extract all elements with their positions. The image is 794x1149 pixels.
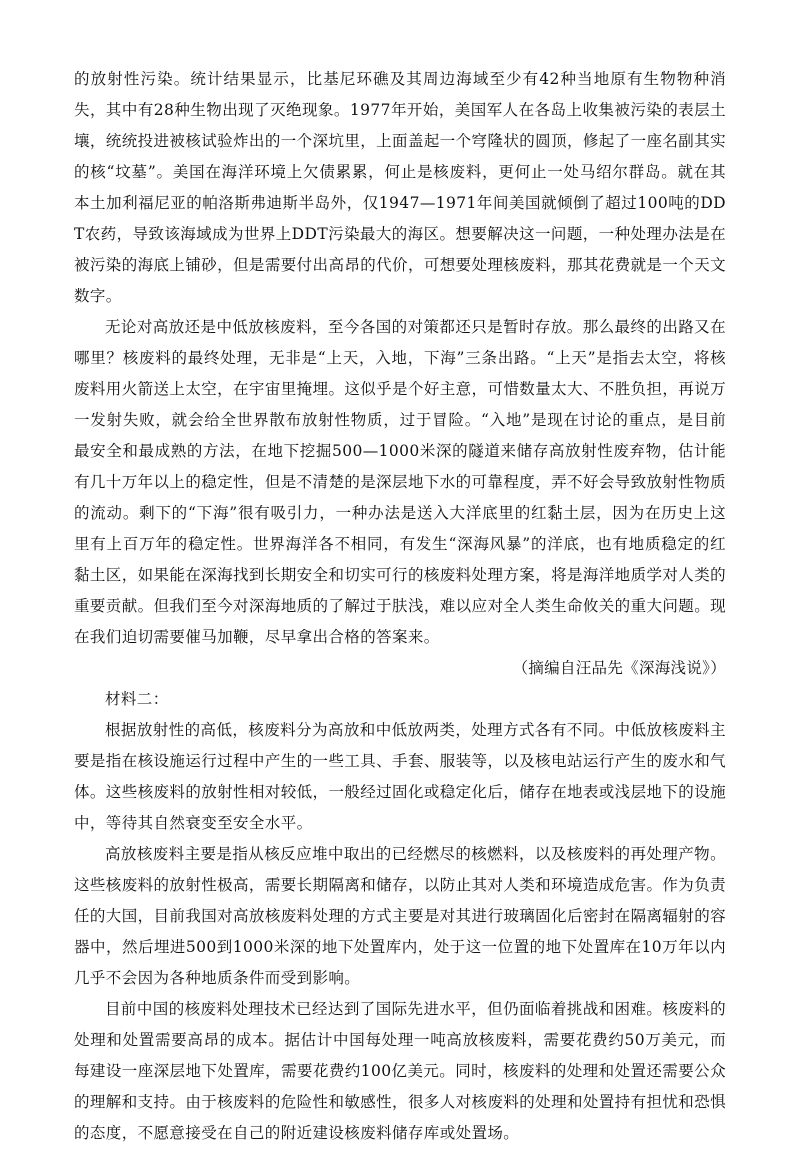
source-citation: （摘编自汪品先《深海浅说》） bbox=[512, 659, 726, 677]
material2-heading: 材料二： bbox=[105, 690, 169, 708]
material1-paragraph-continued: 的放射性污染。统计结果显示，比基尼环礁及其周边海域至少有42种当地原有生物物种消失，其中有28种生物出现了灭绝现象。1977年开始，美国军人在各岛上收集被污染的表层土壤，统统投进被核试验炸出的一个深坑里，上面盖起一个穹隆状的圆顶，修起了一座名副其实的核“坟墓”。美国在海洋环境上欠债累累，何止是核废料，更何止一处马绍尔群岛。就在其本土加利福尼亚的帕洛斯弗迪斯半岛外，仅1947—1971年间美国就倾倒了超过100吨的DDT农药，导致该海域成为世界上DDT污染最大的海区。想要解决这一问题，一种处理办法是在被污染的海底上铺砂，但是需要付出高昂的代价，可想要处理核废料，那其花费就是一个天文数字。 bbox=[74, 70, 726, 305]
document-body bbox=[74, 64, 726, 1149]
material2-paragraph-classification: 根据放射性的高低，核废料分为高放和中低放两类，处理方式各有不同。中低放核废料主要是指在核设施运行过程中产生的一些工具、手套、服装等，以及核电站运行产生的废水和气体。这些核废料的放射性相对较低，一般经过固化或稳定化后，储存在地表或浅层地下的设施中，等待其自然衰变至安全水平。 bbox=[74, 721, 726, 832]
material2-paragraph-high-level: 高放核废料主要是指从核反应堆中取出的已经燃尽的核燃料，以及核废料的再处理产物。这些核废料的放射性极高，需要长期隔离和储存，以防止其对人类和环境造成危害。作为负责任的大国，目前我国对高放核废料处理的方式主要是对其进行玻璃固化后密封在隔离辐射的容器中，然后埋进500到1000米深的地下处置库内，处于这一位置的地下处置库在10万年以内几乎不会因为各种地质条件而受到影响。 bbox=[74, 845, 726, 987]
material2-paragraph-challenges: 目前中国的核废料处理技术已经达到了国际先进水平，但仍面临着挑战和困难。核废料的处理和处置需要高昂的成本。据估计中国每处理一吨高放核废料，需要花费约50万美元，而每建设一座深层地下处置库，需要花费约100亿美元。同时，核废料的处理和处置还需要公众的理解和支持。由于核废料的危险性和敏感性，很多人对核废料的处理和处置持有担忧和恐惧的态度，不愿意接受在自己的附近建设核废料储存库或处置场。 bbox=[74, 1000, 726, 1142]
material1-paragraph-disposal: 无论对高放还是中低放核废料，至今各国的对策都还只是暂时存放。那么最终的出路又在哪里？核废料的最终处理，无非是“上天，入地，下海”三条出路。“上天”是指去太空，将核废料用火箭送上太空，在宇宙里掩埋。这似乎是个好主意，可惜数量太大、不胜负担，再说万一发射失败，就会给全世界散布放射性物质，过于冒险。“入地”是现在讨论的重点，是目前最安全和最成熟的方法，在地下挖掘500—1000米深的隧道来储存高放射性废弃物，估计能有几十万年以上的稳定性，但是不清楚的是深层地下水的可靠程度，弄不好会导致放射性物质的流动。剩下的“下海”很有吸引力，一种办法是送入大洋底里的红黏土层，因为在历史上这里有上百万年的稳定性。世界海洋各不相同，有发生“深海风暴”的洋底，也有地质稳定的红黏土区，如果能在深海找到长期安全和切实可行的核废料处理方案，将是海洋地质学对人类的重要贡献。但我们至今对深海地质的了解过于肤浅，难以应对全人类生命攸关的重大问题。现在我们迫切需要催马加鞭，尽早拿出合格的答案来。 bbox=[74, 318, 726, 646]
